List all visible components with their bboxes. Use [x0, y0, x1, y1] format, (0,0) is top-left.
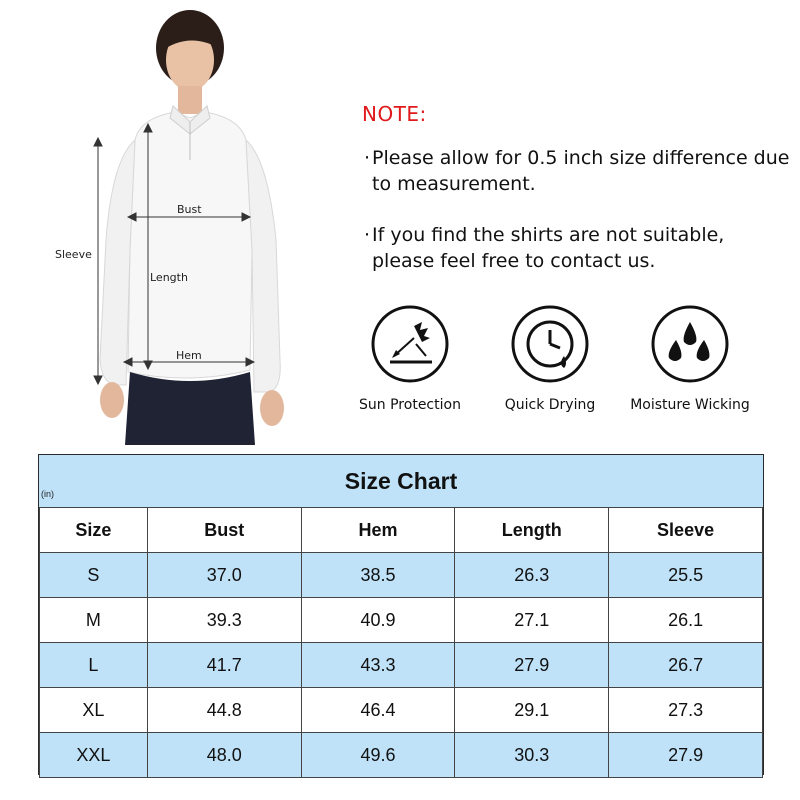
cell-size: L [40, 643, 148, 688]
cell-bust: 41.7 [147, 643, 301, 688]
table-row [40, 688, 763, 733]
cell-sleeve: 25.5 [609, 553, 763, 598]
cell-bust: 37.0 [147, 553, 301, 598]
cell-hem: 46.4 [301, 688, 455, 733]
note-text: Please allow for 0.5 inch size difference due to measurement. [372, 147, 790, 195]
model-shirt-illustration [40, 0, 340, 445]
cell-hem: 40.9 [301, 598, 455, 643]
table-row [40, 733, 763, 778]
cell-sleeve: 27.3 [609, 688, 763, 733]
cell-size: XL [40, 688, 148, 733]
cell-size: XXL [40, 733, 148, 778]
cell-bust: 39.3 [147, 598, 301, 643]
size-chart-unit: (in) [41, 489, 54, 499]
clock-icon [510, 304, 590, 384]
sun-protection-icon [370, 304, 450, 384]
feature-moisture-wicking [620, 304, 760, 413]
table-header-row [40, 508, 763, 553]
table-row [40, 598, 763, 643]
cell-sleeve: 27.9 [609, 733, 763, 778]
bullet-icon: · [364, 224, 371, 246]
header-size: Size [40, 508, 148, 553]
table-row [40, 643, 763, 688]
water-drops-icon [650, 304, 730, 384]
size-chart [38, 454, 764, 775]
length-label: Length [150, 271, 188, 284]
cell-hem: 49.6 [301, 733, 455, 778]
feature-sun-protection [340, 304, 480, 413]
note-title: NOTE: [362, 102, 427, 126]
note-item-contact [364, 222, 792, 274]
hem-label: Hem [176, 349, 202, 362]
header-hem: Hem [301, 508, 455, 553]
cell-sleeve: 26.1 [609, 598, 763, 643]
size-chart-header [39, 455, 763, 507]
cell-length: 30.3 [455, 733, 609, 778]
feature-label: Quick Drying [504, 397, 596, 413]
cell-length: 26.3 [455, 553, 609, 598]
cell-length: 27.1 [455, 598, 609, 643]
header-length: Length [455, 508, 609, 553]
cell-length: 27.9 [455, 643, 609, 688]
cell-hem: 38.5 [301, 553, 455, 598]
bust-label: Bust [177, 203, 202, 216]
model-figure [40, 0, 340, 445]
header-bust: Bust [147, 508, 301, 553]
size-chart-title: Size Chart [344, 468, 458, 494]
feature-quick-drying [480, 304, 620, 413]
cell-hem: 43.3 [301, 643, 455, 688]
bullet-icon: · [364, 147, 371, 169]
cell-size: M [40, 598, 148, 643]
note-item-size-difference [364, 145, 792, 197]
feature-label: Moisture Wicking [630, 397, 750, 413]
cell-bust: 44.8 [147, 688, 301, 733]
table-row [40, 553, 763, 598]
cell-bust: 48.0 [147, 733, 301, 778]
cell-length: 29.1 [455, 688, 609, 733]
feature-label: Sun Protection [359, 397, 461, 413]
cell-size: S [40, 553, 148, 598]
header-sleeve: Sleeve [609, 508, 763, 553]
cell-sleeve: 26.7 [609, 643, 763, 688]
note-text: If you find the shirts are not suitable, please feel free to contact us. [372, 224, 725, 272]
size-table [39, 507, 763, 778]
sleeve-label: Sleeve [55, 248, 92, 261]
